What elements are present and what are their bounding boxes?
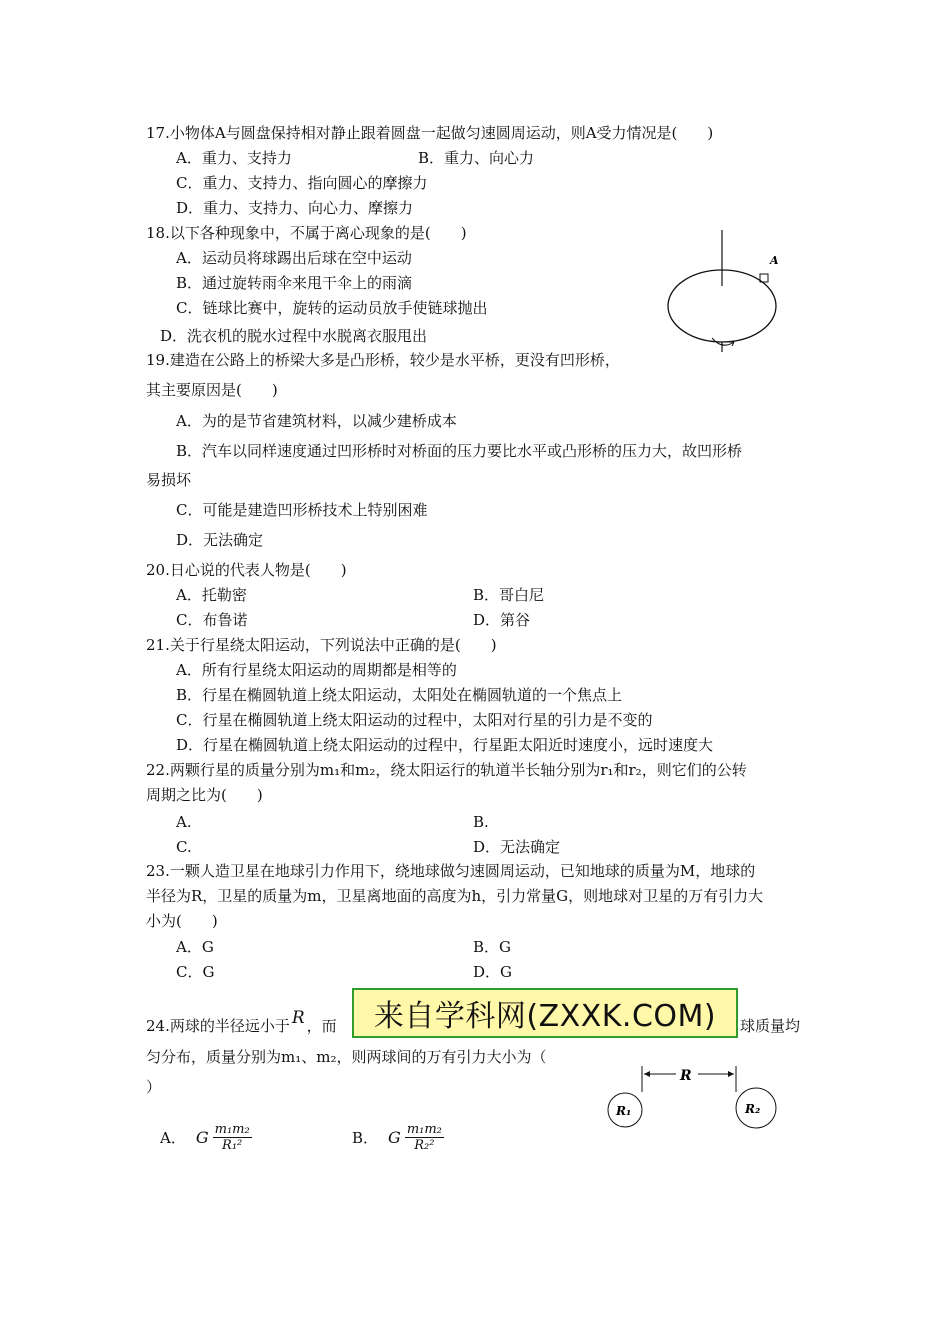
q24-stem-line2: 匀分布，质量分别为m₁、m₂，则两球间的万有引力大小为（ bbox=[146, 1048, 547, 1066]
sphere-1-label: R₁ bbox=[616, 1104, 632, 1118]
q20-option-a: A．托勒密 bbox=[176, 586, 247, 604]
q24-option-b-fraction bbox=[405, 1122, 444, 1153]
q24-option-a-fraction bbox=[213, 1122, 252, 1153]
q18-option-c: C．链球比赛中，旋转的运动员放手使链球抛出 bbox=[176, 299, 488, 317]
q23-option-d: D．G bbox=[473, 963, 513, 981]
q18-option-d: D．洗衣机的脱水过程中水脱离衣服甩出 bbox=[160, 327, 428, 345]
q24-stem-line3: ） bbox=[146, 1078, 162, 1096]
q17-option-b: B．重力、向心力 bbox=[418, 149, 535, 167]
q23-option-b: B．G bbox=[473, 938, 512, 956]
q24-option-a-denominator: R₁² bbox=[222, 1138, 243, 1153]
sphere-2-label: R₂ bbox=[745, 1102, 761, 1116]
q24-stem-text-b: ，而 bbox=[306, 1017, 337, 1035]
rotating-disk-figure bbox=[660, 228, 810, 358]
q22-stem-line1: 22.两颗行星的质量分别为m₁和m₂，绕太阳运行的轨道半长轴分别为r₁和r₂，则它们的公转 bbox=[146, 761, 747, 779]
q19-option-b-line2: 易损坏 bbox=[146, 471, 192, 489]
arrowhead-right bbox=[728, 1071, 734, 1077]
q18-option-b: B．通过旋转雨伞来甩干伞上的雨滴 bbox=[176, 274, 413, 292]
q22-option-d: D．无法确定 bbox=[473, 838, 561, 856]
q24-stem-line1-right: 球质量均 bbox=[740, 1017, 801, 1035]
q19-stem-line2: 其主要原因是( ) bbox=[146, 381, 278, 399]
watermark-banner: 来自学科网(ZXXK.COM) bbox=[352, 988, 738, 1038]
q24-option-b-denominator: R₂² bbox=[414, 1138, 435, 1153]
q24-stem-text-a: 24.两球的半径远小于 bbox=[146, 1017, 290, 1035]
q24-stem-r-symbol: R bbox=[291, 1008, 305, 1028]
q18-stem: 18.以下各种现象中，不属于离心现象的是( ) bbox=[146, 224, 467, 242]
q19-option-d: D．无法确定 bbox=[176, 531, 264, 549]
q22-option-a: A. bbox=[176, 813, 192, 831]
q17-stem: 17.小物体A与圆盘保持相对静止跟着圆盘一起做匀速圆周运动，则A受力情况是( ) bbox=[146, 124, 714, 142]
two-spheres-figure bbox=[600, 1062, 790, 1132]
q24-option-b-g: G bbox=[388, 1127, 401, 1147]
q24-option-b bbox=[352, 1122, 444, 1153]
q23-option-c: C．G bbox=[176, 963, 215, 981]
q23-stem-line2: 半径为R，卫星的质量为m，卫星离地面的高度为h，引力常量G，则地球对卫星的万有引力大 bbox=[146, 887, 764, 905]
q24-option-b-label: B． bbox=[352, 1128, 379, 1147]
q17-option-a: A．重力、支持力 bbox=[176, 149, 292, 167]
q22-option-c: C. bbox=[176, 838, 192, 856]
q19-option-a: A．为的是节省建筑材料，以减少建桥成本 bbox=[176, 412, 457, 430]
q19-option-b-line1: B．汽车以同样速度通过凹形桥时对桥面的压力要比水平或凸形桥的压力大，故凹形桥 bbox=[176, 442, 743, 460]
q21-option-c: C．行星在椭圆轨道上绕太阳运动的过程中，太阳对行星的引力是不变的 bbox=[176, 711, 653, 729]
q21-option-a: A．所有行星绕太阳运动的周期都是相等的 bbox=[176, 661, 457, 679]
q17-option-d: D．重力、支持力、向心力、摩擦力 bbox=[176, 199, 414, 217]
q20-option-c: C．布鲁诺 bbox=[176, 611, 248, 629]
q24-stem-line1-left bbox=[146, 1008, 337, 1035]
q19-option-c: C．可能是建造凹形桥技术上特别困难 bbox=[176, 501, 428, 519]
q18-option-a: A．运动员将球踢出后球在空中运动 bbox=[176, 249, 412, 267]
q20-stem: 20.日心说的代表人物是( ) bbox=[146, 561, 347, 579]
q20-option-b: B．哥白尼 bbox=[473, 586, 545, 604]
q22-stem-line2: 周期之比为( ) bbox=[146, 786, 263, 804]
q24-option-a-label: A． bbox=[160, 1128, 186, 1147]
q22-option-b: B. bbox=[473, 813, 489, 831]
q23-option-a: A．G bbox=[176, 938, 214, 956]
q21-option-d: D．行星在椭圆轨道上绕太阳运动的过程中，行星距太阳近时速度小，远时速度大 bbox=[176, 736, 714, 754]
arrowhead-left bbox=[644, 1071, 650, 1077]
q19-stem-line1: 19.建造在公路上的桥梁大多是凸形桥，较少是水平桥，更没有凹形桥， bbox=[146, 351, 620, 369]
q20-option-d: D．第谷 bbox=[473, 611, 531, 629]
q24-option-a bbox=[160, 1122, 252, 1153]
block-a-label: A bbox=[770, 254, 779, 267]
q21-stem: 21.关于行星绕太阳运动，下列说法中正确的是( ) bbox=[146, 636, 497, 654]
q24-option-a-g: G bbox=[195, 1127, 209, 1147]
q24-option-a-numerator: m₁m₂ bbox=[214, 1122, 250, 1137]
q17-option-c: C．重力、支持力、指向圆心的摩擦力 bbox=[176, 174, 428, 192]
q23-stem-line3: 小为( ) bbox=[146, 912, 218, 930]
q23-stem-line1: 23.一颗人造卫星在地球引力作用下，绕地球做匀速圆周运动，已知地球的质量为M，地球的 bbox=[146, 862, 756, 880]
distance-label: R bbox=[680, 1068, 692, 1084]
q24-option-b-numerator: m₁m₂ bbox=[406, 1122, 442, 1137]
q21-option-b: B．行星在椭圆轨道上绕太阳运动，太阳处在椭圆轨道的一个焦点上 bbox=[176, 686, 623, 704]
